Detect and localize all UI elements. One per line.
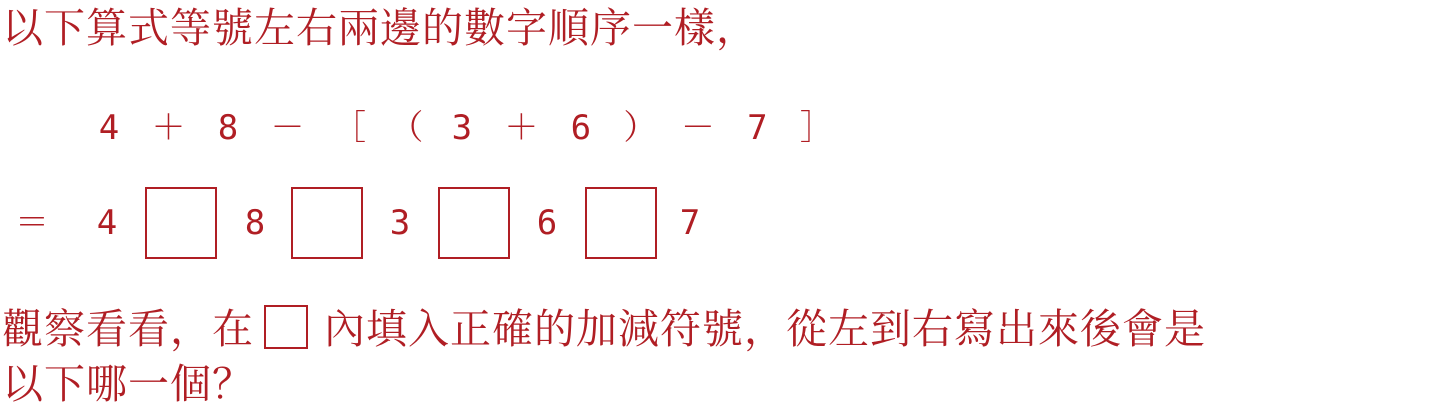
answer-box-2[interactable] [291,187,363,259]
expr-operator: － [680,108,715,148]
expr-paren: （ [389,108,424,148]
equation-number: 3 [389,203,411,243]
expr-number: 4 [98,108,120,148]
expr-number: 6 [570,108,592,148]
expr-bracket: ］ [799,108,834,148]
answer-box-1[interactable] [145,187,217,259]
instruction-before-box: 觀察看看，在 [2,305,254,353]
equation-number: 4 [96,203,118,243]
question-intro: 以下算式等號左右兩邊的數字順序一樣， [2,4,758,52]
question-prompt: 以下哪一個？ [2,360,254,408]
answer-box-4[interactable] [585,187,657,259]
expr-operator: － [270,108,305,148]
question-instruction [2,305,1206,353]
equation-number: 7 [679,203,701,243]
expression [94,104,837,152]
instruction-after-box: 內填入正確的加減符號，從左到右寫出來後會是 [324,305,1206,353]
equation-number: 6 [536,203,558,243]
equals-sign: ＝ [15,203,49,243]
expr-paren: ） [623,108,658,148]
equation-row [0,185,760,261]
expr-operator: ＋ [151,108,186,148]
expr-bracket: ［ [331,108,366,148]
answer-box-3[interactable] [438,187,510,259]
expr-number: 3 [451,108,473,148]
expr-number: 7 [747,108,768,148]
expr-number: 8 [217,108,239,148]
inline-box-symbol [264,305,308,349]
expr-operator: ＋ [504,108,539,148]
equation-number: 8 [244,203,266,243]
